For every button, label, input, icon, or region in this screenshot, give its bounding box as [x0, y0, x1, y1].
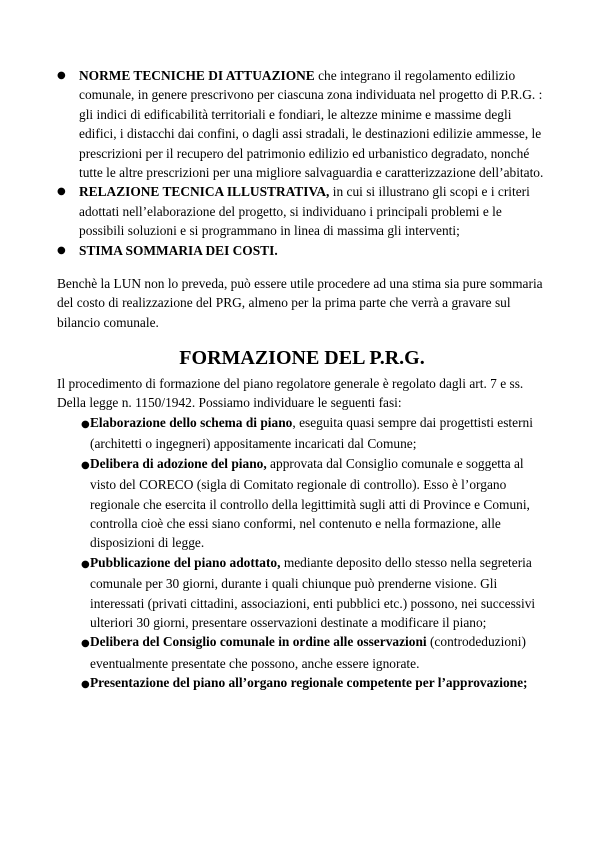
phase-text: approvata dal Consiglio comunale e soggetta al visto del CORECO (sigla di Comitato regionale di controllo). Esso è l’organo regionale che esercita il controllo della legittimità sugli atti di Province e Comuni, controlla cioè che essi siano conformi, nel contenuto e nella formazione, alle disposizioni di legge.	[90, 455, 530, 551]
phase-item-pubblicazione	[72, 553, 542, 633]
procedure-paragraph: Il procedimento di formazione del piano regolatore generale è regolato dagli art. 7 e ss. Della legge n. 1150/1942. Possiamo individuare le seguenti fasi:	[57, 376, 524, 411]
phase-text: , eseguita quasi sempre dai progettisti esterni (architetti o ingegneri) appositamente incaricati dal Comune;	[90, 415, 533, 452]
bullet-icon: ●	[57, 70, 66, 81]
bullet-icon: ●	[81, 638, 90, 650]
phase-text: mediante deposito dello stesso nella segreteria comunale per 30 giorni, durante i quali chiunque può prenderne visione. Gli interessati (privati cittadini, associazioni, enti pubblici etc.) possono, nei successivi ulteriori 30 giorni, presentare osservazioni destinate a modificare il piano;	[90, 554, 536, 631]
phase-heading: Presentazione del piano all’organo regionale competente per l’approvazione;	[90, 675, 528, 691]
list-item-text: che integrano il regolamento edilizio comunale, in genere prescrivono per ciascuna zona individuata nel progetto di P.R.G. : gli indici di edificabilità territoriali e fondiari, le altezze minime e massime degli edifici, i distacchi dai confini, o dagli assi stradali, le destinazioni edilizie ammesse, le prescrizioni per il recupero del patrimonio edilizio ed urbanistico degradato, nonché tutte le altre prescrizioni per una migliore salvaguardia e caratterizzazione dell’abitato.	[79, 68, 544, 181]
list-item-relazione-tecnica	[57, 182, 547, 240]
phase-item-delibera-osservazioni	[72, 632, 542, 673]
document-content-list	[57, 66, 547, 260]
phase-text: (controdeduzioni) eventualmente presentate che possono, anche essere ignorate.	[90, 634, 526, 671]
list-item-heading: NORME TECNICHE DI ATTUAZIONE	[79, 68, 315, 83]
bullet-icon: ●	[57, 244, 66, 256]
list-item-heading: RELAZIONE TECNICA ILLUSTRATIVA,	[79, 184, 330, 200]
phase-list	[72, 413, 542, 695]
list-item-stima-costi	[57, 241, 547, 260]
phase-heading: Elaborazione dello schema di piano	[90, 415, 293, 430]
section-title: FORMAZIONE DEL P.R.G.	[179, 347, 425, 369]
phase-item-delibera-adozione	[72, 454, 542, 553]
list-item-norme-tecniche	[57, 66, 547, 182]
phase-heading: Delibera del Consiglio comunale in ordine alle osservazioni	[90, 634, 427, 650]
phase-item-presentazione	[72, 673, 542, 694]
bullet-icon: ●	[81, 679, 90, 691]
intro-paragraph: Benchè la LUN non lo preveda, può essere utile procedere ad una stima sia pure sommaria del costo di realizzazione del PRG, almeno per la prima parte che verrà a gravare sul bilancio comunale.	[57, 276, 543, 330]
phase-heading: Pubblicazione del piano adottato,	[90, 554, 281, 570]
list-item-heading: STIMA SOMMARIA DEI COSTI.	[79, 242, 278, 258]
phase-item-elaborazione	[72, 413, 542, 454]
phase-heading: Delibera di adozione del piano,	[90, 455, 267, 471]
bullet-icon: ●	[81, 419, 90, 430]
bullet-icon: ●	[57, 186, 66, 198]
list-item-text: in cui si illustrano gli scopi e i criteri adottati nell’elaborazione del progetto, si individuano i principali problemi e le possibili soluzioni e si programmano in linea di massima gli interventi;	[79, 184, 530, 239]
bullet-icon: ●	[81, 558, 90, 570]
bullet-icon: ●	[81, 459, 90, 471]
